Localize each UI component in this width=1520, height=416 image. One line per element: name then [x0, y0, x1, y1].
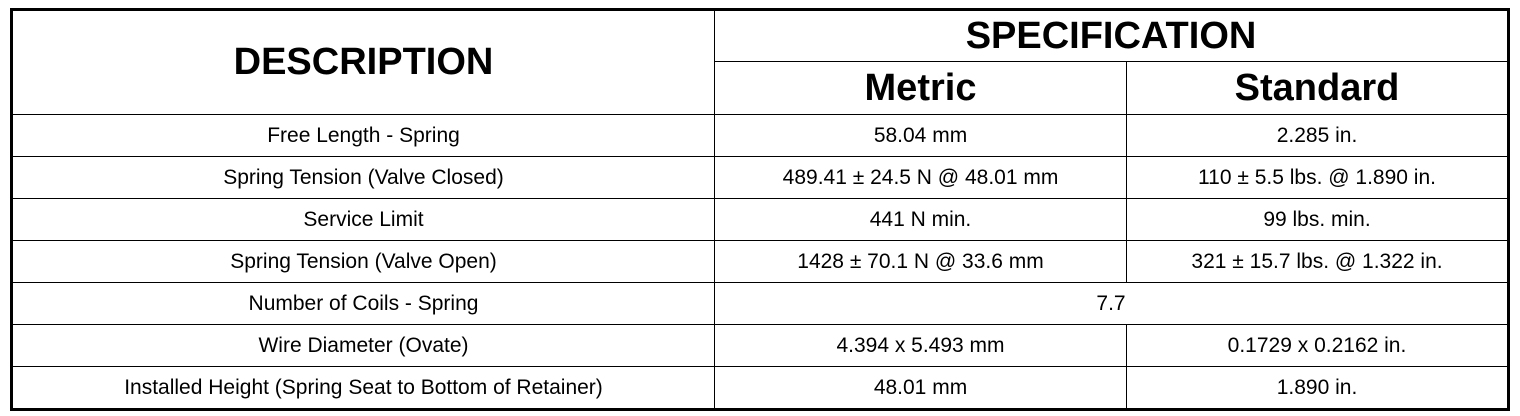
description-cell: Free Length - Spring	[12, 115, 715, 157]
description-cell: Number of Coils - Spring	[12, 283, 715, 325]
metric-cell: 441 N min.	[715, 199, 1127, 241]
table-row	[12, 241, 1509, 283]
metric-cell: 1428 ± 70.1 N @ 33.6 mm	[715, 241, 1127, 283]
standard-cell: 99 lbs. min.	[1127, 199, 1509, 241]
metric-cell: 489.41 ± 24.5 N @ 48.01 mm	[715, 157, 1127, 199]
combined-value-cell: 7.7	[715, 283, 1509, 325]
standard-cell: 321 ± 15.7 lbs. @ 1.322 in.	[1127, 241, 1509, 283]
standard-cell: 0.1729 x 0.2162 in.	[1127, 325, 1509, 367]
standard-cell: 1.890 in.	[1127, 367, 1509, 410]
description-cell: Spring Tension (Valve Open)	[12, 241, 715, 283]
standard-cell: 110 ± 5.5 lbs. @ 1.890 in.	[1127, 157, 1509, 199]
metric-cell: 48.01 mm	[715, 367, 1127, 410]
specification-header: SPECIFICATION	[715, 10, 1509, 62]
standard-cell: 2.285 in.	[1127, 115, 1509, 157]
table-row	[12, 115, 1509, 157]
description-cell: Service Limit	[12, 199, 715, 241]
header-row-top	[12, 10, 1509, 62]
table-row	[12, 157, 1509, 199]
table-row	[12, 199, 1509, 241]
description-cell: Wire Diameter (Ovate)	[12, 325, 715, 367]
description-header: DESCRIPTION	[12, 10, 715, 115]
table-row	[12, 325, 1509, 367]
table-row	[12, 367, 1509, 410]
metric-header: Metric	[715, 62, 1127, 115]
standard-header: Standard	[1127, 62, 1509, 115]
description-cell: Installed Height (Spring Seat to Bottom of Retainer)	[12, 367, 715, 410]
table-row	[12, 283, 1509, 325]
description-cell: Spring Tension (Valve Closed)	[12, 157, 715, 199]
spec-table-container	[10, 8, 1510, 411]
valve-spring-spec-table	[10, 8, 1510, 411]
metric-cell: 58.04 mm	[715, 115, 1127, 157]
metric-cell: 4.394 x 5.493 mm	[715, 325, 1127, 367]
